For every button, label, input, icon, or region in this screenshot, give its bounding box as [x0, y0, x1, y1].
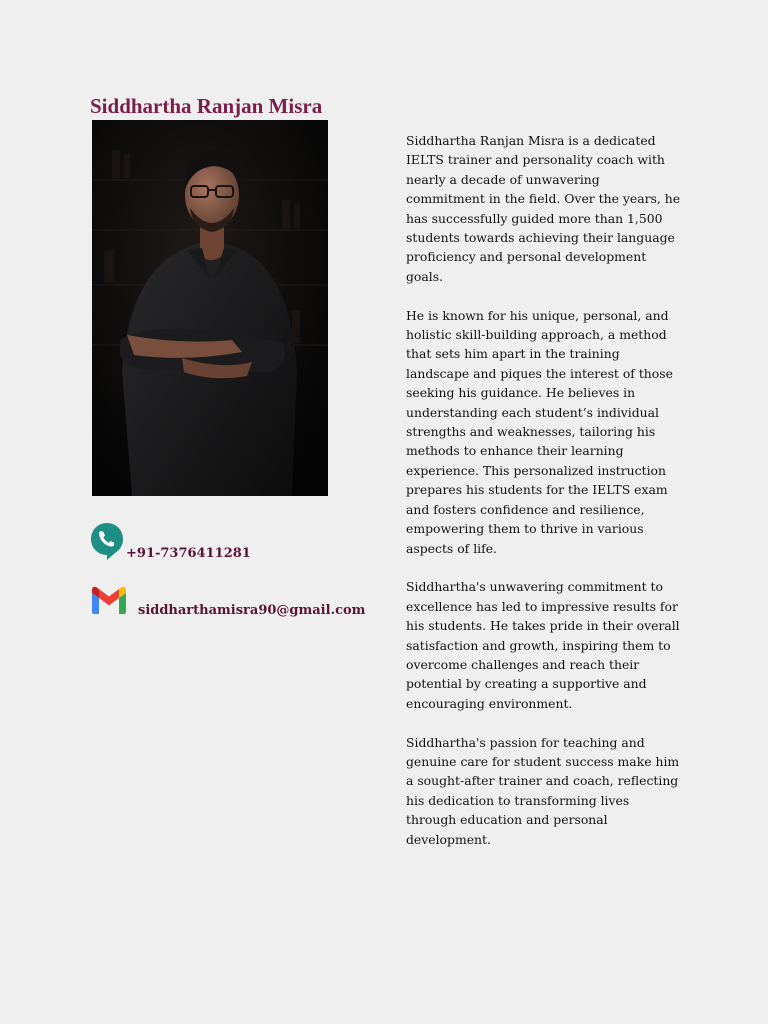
phone-chat-icon	[90, 522, 124, 564]
phone-number[interactable]: +91-7376411281	[126, 546, 251, 561]
bio-paragraph: He is known for his unique, personal, and holistic skill-building approach, a method that sets him apart in the training landscape and piques the interest of those seeking his guidance. He believes in understanding each student’s individual strengths and weaknesses, tailoring his methods to enhance their learning experience. This personalized instruction prepares his students for the IELTS exam and fosters confidence and resilience, empowering them to thrive in various aspects of life.	[406, 307, 673, 556]
portrait-photo	[92, 120, 328, 496]
page-title: Siddhartha Ranjan Misra	[90, 94, 323, 118]
bio-paragraph: Siddhartha Ranjan Misra is a dedicated IELTS trainer and personality coach with nearly a decade of unwavering commitment in the field. Over the years, he has successfully guided more than 1,500 students towards achieving their language proficiency and personal development goals.	[406, 133, 681, 284]
email-address[interactable]: siddharthamisra90@gmail.com	[138, 603, 366, 618]
email-contact	[90, 585, 365, 619]
phone-contact	[90, 522, 251, 564]
bio-paragraph: Siddhartha's passion for teaching and genuine care for student success make him a sought-after trainer and coach, reflecting his dedication to transforming lives through education and personal development.	[406, 734, 680, 847]
bio-paragraph: Siddhartha's unwavering commitment to excellence has led to impressive results for his students. He takes pride in their overall satisfaction and growth, inspiring them to overcome challenges and reach their potential by creating a supportive and encouraging environment.	[406, 579, 680, 711]
bio-section	[406, 131, 682, 868]
gmail-icon	[90, 585, 128, 619]
